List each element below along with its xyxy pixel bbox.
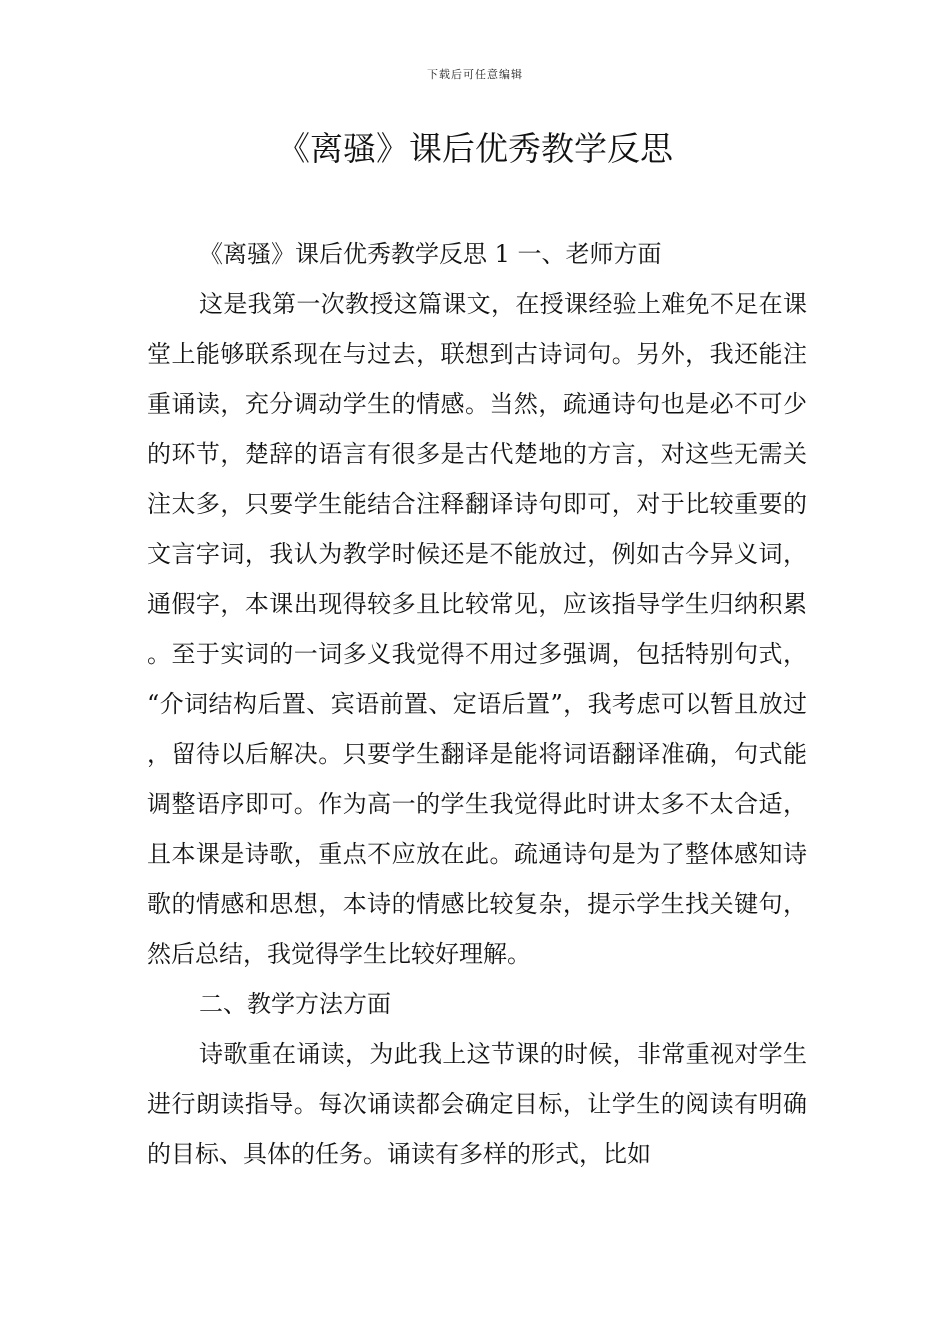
document-title: 《离骚》课后优秀教学反思 xyxy=(277,129,673,168)
paragraph-teacher-reflection: 这是我第一次教授这篇课文，在授课经验上难免不足在课堂上能够联系现在与过去，联想到古诗词句。另外，我还能注重诵读，充分调动学生的情感。当然，疏通诗句也是必不可少的环节，楚辞的语言有很多是古代楚地的方言，对这些无需关注太多，只要学生能结合注释翻译诗句即可，对于比较重要的文言字词，我认为教学时候还是不能放过，例如古今异义词，通假字，本课出现得较多且比较常见，应该指导学生归纳积累。至于实词的一词多义我觉得不用过多强调，包括特别句式，“介词结构后置、宾语前置、定语后置”，我考虑可以暂且放过，留待以后解决。只要学生翻译是能将词语翻译准确，句式能调整语序即可。作为高一的学生我觉得此时讲太多不太合适，且本课是诗歌，重点不应放在此。疏通诗句是为了整体感知诗歌的情感和思想，本诗的情感比较复杂，提示学生找关键句，然后总结，我觉得学生比较好理解。 xyxy=(147,290,807,968)
paragraph-section-one-heading: 《离骚》课后优秀教学反思 1 一、老师方面 xyxy=(199,240,662,268)
paragraph-teaching-method: 诗歌重在诵读，为此我上这节课的时候，非常重视对学生进行朗读指导。每次诵读都会确定目标，让学生的阅读有明确的目标、具体的任务。诵读有多样的形式，比如 xyxy=(147,1040,807,1168)
paragraph-section-two-heading: 二、教学方法方面 xyxy=(199,990,391,1018)
document-body xyxy=(147,229,807,1179)
header-note: 下载后可任意编辑 xyxy=(427,68,523,81)
